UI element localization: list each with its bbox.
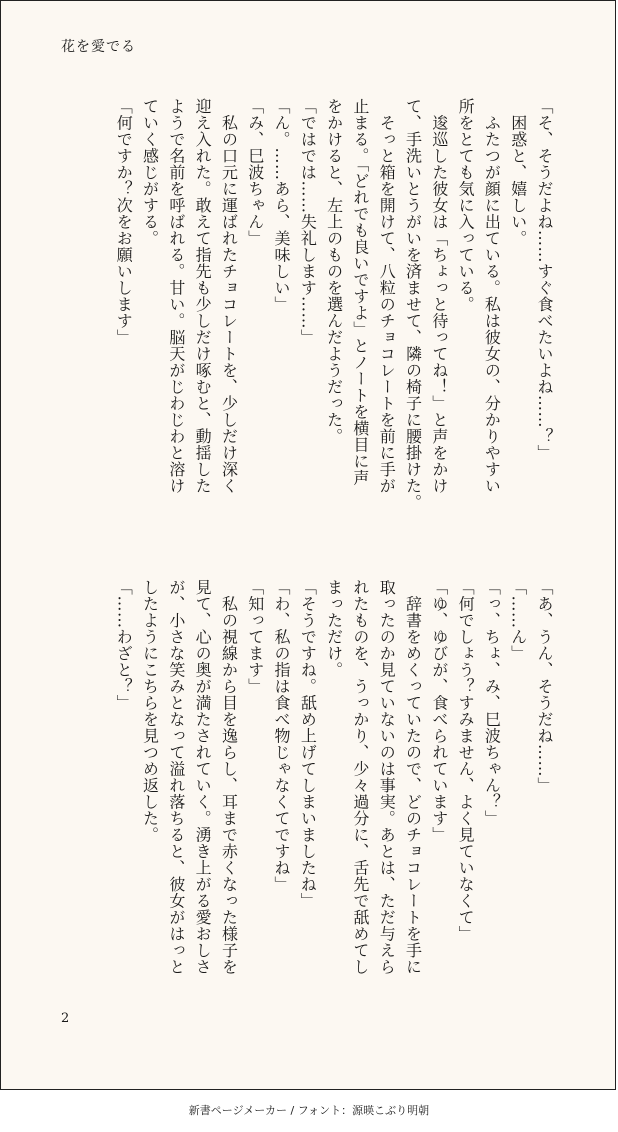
page-number: 2 [61, 1011, 70, 1026]
text-line: したようにこちらを見つめ返した。 [140, 579, 160, 843]
text-line: 「っ、ちょ、み、巳波ちゃん？」 [482, 579, 502, 827]
page-title: 花を愛でる [61, 39, 136, 55]
text-line: 逡巡した彼女は「ちょっと待ってね！」と声をかけ [429, 98, 449, 494]
text-line: 「何ですか？次をお願いします」 [114, 98, 134, 346]
text-line: 「……ん」 [508, 579, 528, 662]
text-line: 「……わざと？」 [114, 579, 134, 711]
text-line: ようで名前を呼ばれる。甘い。脳天がじわじわと溶け [166, 98, 186, 494]
text-line: ふたつが顔に出ている。私は彼女の、分かりやすい [482, 98, 502, 494]
text-column-lower [61, 579, 557, 999]
text-line: そっと箱を開けて、八粒のチョコレートを前に手が [377, 98, 397, 494]
text-line: 「ん。……あら、美味しい」 [272, 98, 292, 313]
text-line: をかけると、左上のものを選んだようだった。 [324, 98, 344, 445]
text-line: て、手洗いとうがいを済ませて、隣の椅子に腰掛けた。 [403, 98, 423, 511]
text-line: 私の視線から目を逸らし、耳まで赤くなった様子を [219, 579, 239, 975]
text-line: 「ゆ、ゆびが、食べられています」 [429, 579, 449, 843]
text-line: 「そうですね。舐め上げてしまいましたね」 [298, 579, 318, 909]
text-line: 見て、心の奥が満たされていく。湧き上がる愛おしさ [193, 579, 213, 975]
text-line: 迎え入れた。敢えて指先も少しだけ啄むと、動揺した [193, 98, 213, 494]
text-line: まっただけ。 [324, 579, 344, 678]
text-line: 「あ、うん、そうだね……」 [535, 579, 554, 794]
text-line: が、小さな笑みとなって溢れ落ちると、彼女がはっと [166, 579, 186, 975]
text-line: 「そ、そうだよね……すぐ食べたいよね……？」 [535, 98, 554, 461]
text-line: 止まる。「どれでも良いですよ」とノートを横目に声 [350, 98, 370, 486]
text-line: 困惑と、嬉しい。 [508, 98, 528, 247]
text-line: 「ではでは……失礼します……」 [298, 98, 318, 346]
text-line: ていく感じがする。 [140, 98, 160, 247]
text-line: 取ったのか見ていないのは事実。あとは、ただ与えら [377, 579, 397, 975]
text-line: 「何でしょう？すみません、よく見ていなくて」 [456, 579, 476, 942]
text-line: 私の口元に運ばれたチョコレートを、少しだけ深く [219, 98, 239, 494]
text-column-upper [61, 98, 557, 568]
text-line: 「わ、私の指は食べ物じゃなくてですね」 [272, 579, 292, 893]
text-line: 「み、巳波ちゃん」 [245, 98, 265, 247]
text-line: 「知ってます」 [245, 579, 265, 695]
text-line: れたものを、うっかり、少々過分に、舌先で舐めてし [350, 579, 370, 975]
text-line: 辞書をめくっていたので、どのチョコレートを手に [403, 579, 423, 975]
text-line: 所をとても気に入っている。 [456, 98, 476, 313]
footer-credit: 新書ページメーカー / フォント：源暎こぶり明朝 [188, 1104, 430, 1117]
